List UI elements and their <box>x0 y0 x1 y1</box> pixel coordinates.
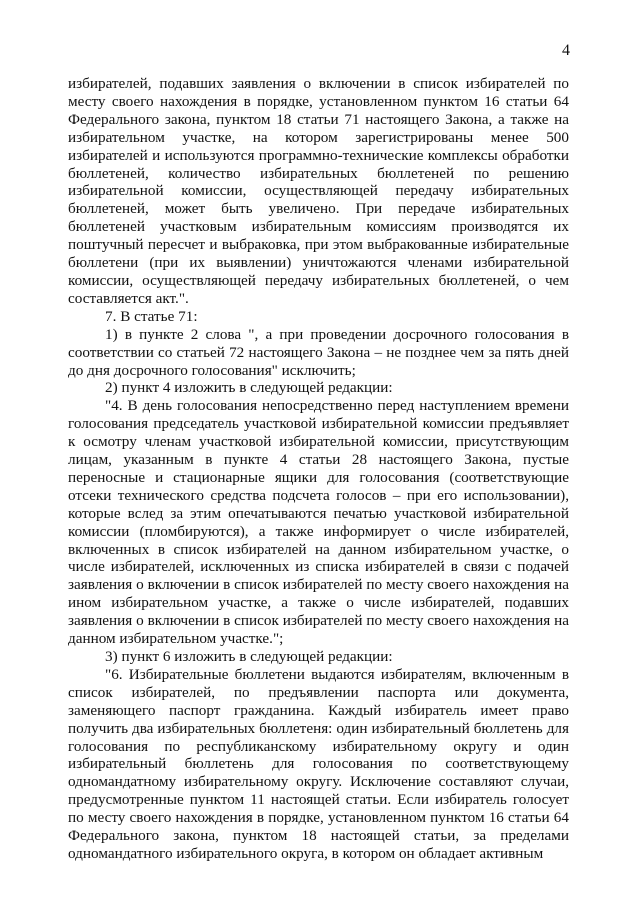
paragraph-continuation: избирателей, подавших заявления о включении в список избирателей по месту своего нахождения в порядке, установленном пунктом 16 статьи 64 Федерального закона, пунктом 18 статьи 71 настоящего Закона, а также на избирательном участке, на котором зарегистрированы менее 500 избирателей и используются программно-технические комплексы обработки бюллетеней, количество избирательных бюллетеней по решению избирательной комиссии, осуществляющей передачу избирательных бюллетеней, может быть увеличено. При передаче избирательных бюллетеней участковым избирательным комиссиям производятся их поштучный пересчет и выбраковка, при этом выбракованные избирательные бюллетени (при их выявлении) уничтожаются членами избирательной комиссии, осуществляющей передачу избирательных бюллетеней, о чем составляется акт.". <box>68 75 569 307</box>
paragraph-item-2: 2) пункт 4 изложить в следующей редакции: <box>105 379 393 397</box>
page-number: 4 <box>562 42 570 59</box>
paragraph-item-1: 1) в пункте 2 слова ", а при проведении досрочного голосования в соответствии со статьей 72 настоящего Закона – не позднее чем за пять дней до дня досрочного голосования" исключить; <box>68 325 569 379</box>
paragraph-point-6-text: "6. Избирательные бюллетени выдаются избирателям, включенным в список избирателей, по предъявлении паспорта или документа, заменяющего паспорт гражданина. Каждый избиратель имеет право получить два избирательных бюллетеня: один избирательный бюллетень для голосования по республиканскому избирательному округу и один избирательный бюллетень для голосования по соответствующему одномандатному избирательному округу. Исключение составляют случаи, предусмотренные пунктом 11 настоящей статьи. Если избиратель голосует по месту своего нахождения в порядке, установленном пунктом 16 статьи 64 Федерального закона, пунктом 18 настоящей статьи, за пределами одномандатного избирательного округа, в котором он обладает активным <box>68 665 569 862</box>
paragraph-article-71-heading: 7. В статье 71: <box>105 307 198 325</box>
paragraph-point-4-text: "4. В день голосования непосредственно перед наступлением времени голосования председатель участковой избирательной комиссии предъявляет к осмотру членам участковой избирательной комиссии, присутствующим лицам, указанным в пункте 4 статьи 28 настоящего Закона, пустые переносные и стационарные ящики для голосования (соответствующие отсеки технического средства подсчета голосов – при его использовании), которые вслед за этим опечатываются печатью участковой избирательной комиссии (пломбируются), а также информирует о числе избирателей, включенных в список избирателей на данном избирательном участке, о числе избирателей, исключенных из списка избирателей в связи с подачей заявления о включении в список избирателей по месту своего нахождения на ином избирательном участке, а также о числе избирателей, подавших заявления о включении в список избирателей по месту своего нахождения на данном избирательном участке."; <box>68 397 569 648</box>
document-body <box>68 75 569 863</box>
paragraph-item-3: 3) пункт 6 изложить в следующей редакции: <box>105 648 393 665</box>
